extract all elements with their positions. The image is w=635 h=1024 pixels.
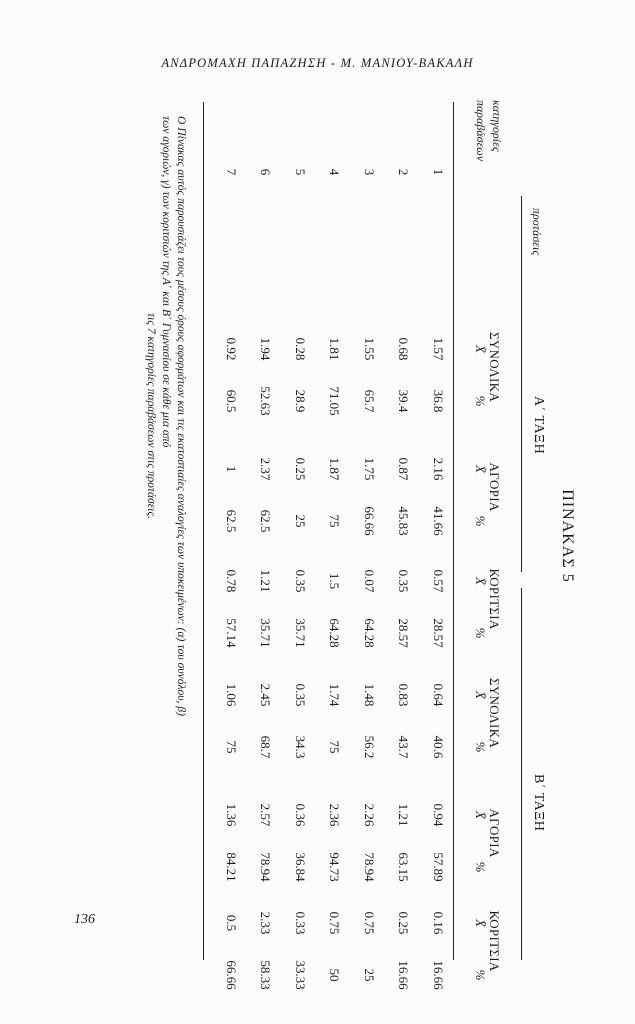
table-cell: 1.55 — [362, 337, 377, 361]
table-cell: 43.7 — [396, 735, 412, 759]
page-number: 136 — [74, 912, 95, 927]
table-cell: 0.94 — [431, 803, 446, 827]
table-cell: 63.15 — [396, 852, 412, 882]
table-cell: 75 — [327, 514, 343, 528]
table-cell: 0.16 — [431, 911, 446, 935]
row-label: 7 — [224, 168, 239, 176]
table-cell: 0.35 — [396, 569, 412, 593]
row-label: 1 — [431, 168, 446, 176]
rotated-table-block — [110, 96, 580, 990]
row-label: 2 — [396, 168, 412, 176]
table-cell: 62.5 — [258, 509, 274, 533]
table-cell: 25 — [293, 514, 308, 528]
table-cell: 0.64 — [431, 683, 446, 707]
table-cell: 0.57 — [431, 569, 446, 593]
rule-under-headers — [453, 102, 454, 960]
table-cell: 56.2 — [362, 735, 377, 759]
rule-under-section-a — [521, 196, 522, 572]
table-cell: 84.21 — [224, 852, 239, 882]
mean-subheader: X̄ — [473, 577, 488, 585]
table-cell: 45.83 — [396, 506, 412, 536]
table-cell: 0.33 — [293, 911, 308, 935]
table-cell: 2.26 — [362, 803, 377, 827]
table-cell: 0.25 — [293, 457, 308, 481]
table-cell: 28.9 — [293, 389, 308, 413]
percent-subheader: % — [473, 395, 488, 407]
row-header-line1: κατηγορίες — [490, 100, 504, 152]
section-a-header: Α΄ ΤΑΞΗ — [531, 396, 546, 455]
column-header: προτάσεις — [530, 208, 544, 256]
table-cell: 0.78 — [224, 569, 239, 593]
rule-under-section-b — [521, 588, 522, 960]
table-cell: 0.68 — [396, 337, 412, 361]
table-cell: 75 — [327, 740, 343, 754]
table-cell: 78.94 — [362, 852, 377, 882]
table-cell: 1.48 — [362, 683, 377, 707]
mean-subheader: X̄ — [473, 919, 488, 927]
table-cell: 35.71 — [258, 618, 274, 648]
table-title: ΠΙΝΑΚΑΣ 5 — [559, 489, 576, 583]
table-cell: 0.75 — [327, 911, 343, 935]
caption-last: τις 7 κατηγορίες παραβάσεων στις προτάσεις. — [145, 313, 157, 519]
table-cell: 60.5 — [224, 389, 239, 413]
table-cell: 28.57 — [396, 618, 412, 648]
table-cell: 1.75 — [362, 457, 377, 481]
table-cell: 78.94 — [258, 852, 274, 882]
table-cell: 1.94 — [258, 337, 274, 361]
row-label: 5 — [293, 168, 308, 176]
table-cell: 28.57 — [431, 618, 446, 648]
table-cell: 0.83 — [396, 683, 412, 707]
table-cell: 75 — [224, 740, 239, 754]
mean-subheader: X̄ — [473, 811, 488, 819]
table-cell: 39.4 — [396, 389, 412, 413]
mean-subheader: X̄ — [473, 691, 488, 699]
table-cell: 66.66 — [224, 960, 239, 990]
group-header-1: ΣΥΝΟΛΙΚΑ — [487, 331, 502, 403]
table-cell: 36.8 — [431, 389, 446, 413]
table-cell: 0.87 — [396, 457, 412, 481]
row-header-line2: παραβάσεων — [474, 100, 488, 162]
table-cell: 25 — [362, 968, 377, 982]
table-cell: 64.28 — [362, 618, 377, 648]
table-cell: 2.36 — [327, 803, 343, 827]
table-cell: 16.66 — [431, 960, 446, 990]
table-cell: 0.35 — [293, 683, 308, 707]
table-cell: 0.92 — [224, 337, 239, 361]
table-cell: 52.63 — [258, 386, 274, 416]
table-cell: 35.71 — [293, 618, 308, 648]
table-cell: 1.87 — [327, 457, 343, 481]
table-cell: 68.7 — [258, 735, 274, 759]
mean-subheader: X̄ — [473, 465, 488, 473]
caption-main: Ο Πίνακας αυτός παρουσιάζει τους μέσους όρους αφορμάτων και τις εκατοστιαίες αναλογίες των υποκειμένων: (α) του συνόλου, β) των αγοριών, γ) των κοριτσιών της Α΄ και Β΄ Γυμνασίου σε κάθε μια από — [160, 116, 187, 716]
table-cell: 36.84 — [293, 852, 308, 882]
running-head: ΑΝΔΡΟΜΑΧΗ ΠΑΠΑΖΗΣΗ - Μ. ΜΑΝΙΟΥ-ΒΑΚΑΛΗ — [161, 56, 474, 70]
table-cell: 2.37 — [258, 457, 274, 481]
table-cell: 0.5 — [224, 914, 239, 932]
table-cell: 0.75 — [362, 911, 377, 935]
table-cell: 57.14 — [224, 618, 239, 648]
table-cell: 57.89 — [431, 852, 446, 882]
rule-table-bottom — [203, 102, 204, 960]
table-cell: 0.35 — [293, 569, 308, 593]
section-b-header: Β΄ ΤΑΞΗ — [531, 774, 546, 832]
percent-subheader: % — [473, 741, 488, 753]
group-header-2: ΑΓΟΡΙΑ — [487, 462, 502, 512]
table-cell: 65.7 — [362, 389, 377, 413]
table-cell: 50 — [327, 968, 343, 982]
table-cell: 2.16 — [431, 457, 446, 481]
table-cell: 58.33 — [258, 960, 274, 990]
group-header-5: ΑΓΟΡΙΑ — [487, 808, 502, 858]
table-cell: 1.21 — [258, 569, 274, 593]
table-cell: 1.81 — [327, 337, 343, 361]
table-cell: 71.05 — [327, 386, 343, 416]
table-cell: 64.28 — [327, 618, 343, 648]
table-cell: 62.5 — [224, 509, 239, 533]
table-cell: 0.36 — [293, 803, 308, 827]
table-cell: 33.33 — [293, 960, 308, 990]
table-cell: 2.45 — [258, 683, 274, 707]
table-cell: 1.06 — [224, 683, 239, 707]
table-cell: 1.57 — [431, 337, 446, 361]
percent-subheader: % — [473, 969, 488, 981]
group-header-4: ΣΥΝΟΛΙΚΑ — [487, 677, 502, 749]
table-caption — [143, 116, 188, 716]
table-cell: 1 — [224, 465, 239, 473]
row-label: 6 — [258, 168, 274, 176]
row-label: 3 — [362, 168, 377, 176]
table-cell: 34.3 — [293, 735, 308, 759]
row-label: 4 — [327, 168, 343, 176]
table-cell: 1.36 — [224, 803, 239, 827]
table-cell: 0.25 — [396, 911, 412, 935]
group-header-6: ΚΟΡΙΤΣΙΑ — [487, 910, 502, 972]
table-cell: 0.28 — [293, 337, 308, 361]
table-cell: 66.66 — [362, 506, 377, 536]
table-cell: 1.74 — [327, 683, 343, 707]
table-cell: 16.66 — [396, 960, 412, 990]
table-cell: 1.21 — [396, 803, 412, 827]
percent-subheader: % — [473, 515, 488, 527]
table-cell: 1.5 — [327, 572, 343, 590]
percent-subheader: % — [473, 861, 488, 873]
percent-subheader: % — [473, 627, 488, 639]
table-cell: 2.57 — [258, 803, 274, 827]
mean-subheader: X̄ — [473, 345, 488, 353]
table-cell: 0.07 — [362, 569, 377, 593]
table-cell: 2.33 — [258, 911, 274, 935]
group-header-3: ΚΟΡΙΤΣΙΑ — [487, 568, 502, 630]
table-cell: 41.66 — [431, 506, 446, 536]
table-cell: 40.6 — [431, 735, 446, 759]
table-cell: 94.73 — [327, 852, 343, 882]
